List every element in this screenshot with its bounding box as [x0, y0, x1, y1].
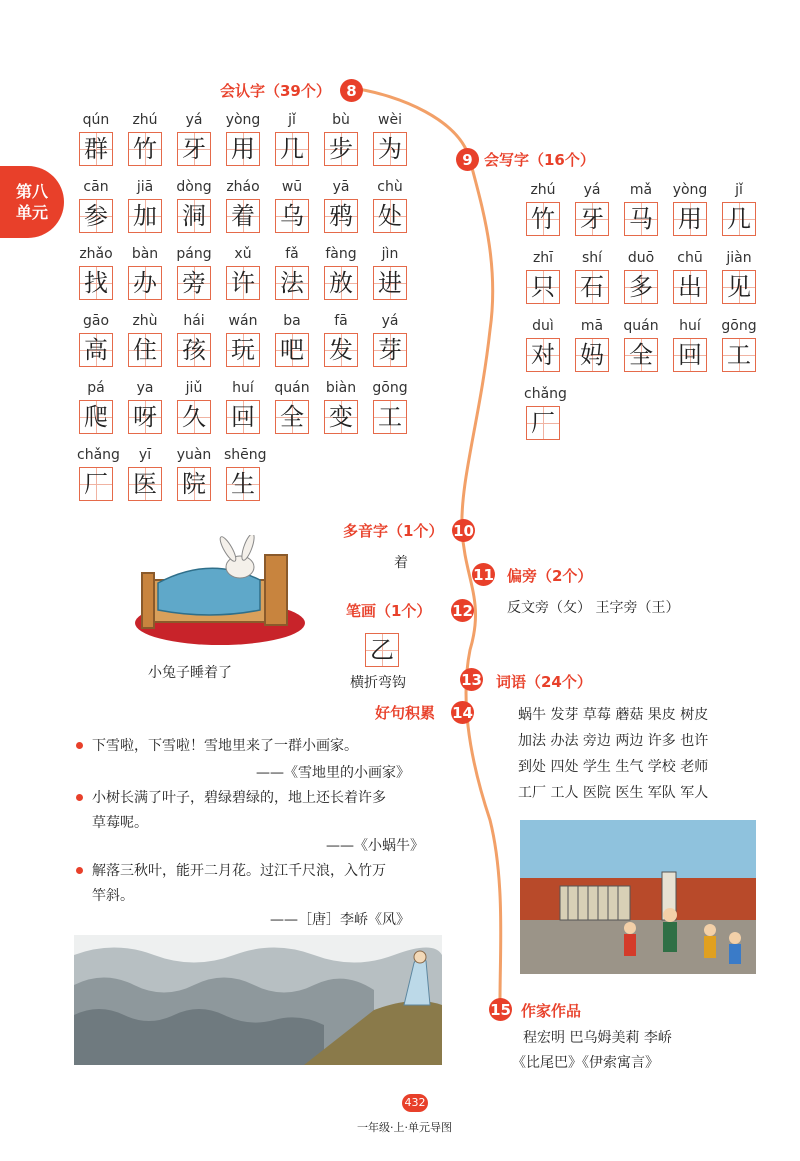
pinyin: yòng [672, 182, 708, 198]
char-box: 放 [324, 266, 358, 300]
pinyin: yá [583, 182, 601, 198]
pinyin: zhù [132, 313, 158, 329]
pinyin: duō [627, 250, 655, 266]
pinyin: shēng [224, 447, 267, 463]
pinyin: jiā [136, 179, 154, 195]
char-box: 工 [722, 338, 756, 372]
section-8-number: 8 [340, 79, 363, 102]
pinyin: cān [83, 179, 109, 195]
unit-tab-line1: 第八 [16, 182, 49, 201]
char-cell [720, 318, 769, 385]
words-row: 工厂 工人 医院 医生 军队 军人 [518, 785, 709, 801]
char-cell [371, 313, 420, 380]
char-cell [322, 246, 371, 313]
char-cell [322, 380, 371, 447]
char-cell [622, 182, 671, 249]
char-cell [77, 246, 126, 313]
pinyin: jiàn [726, 250, 752, 266]
char-box: 找 [79, 266, 113, 300]
pinyin: zhú [132, 112, 158, 128]
words-row: 到处 四处 学生 生气 学校 老师 [518, 759, 709, 775]
char-box: 多 [624, 270, 658, 304]
char-box: 妈 [575, 338, 609, 372]
words-list [518, 702, 708, 806]
recognize-chars-grid [77, 112, 420, 514]
char-cell [175, 179, 224, 246]
char-box: 马 [624, 202, 658, 236]
bullet-icon [76, 742, 83, 749]
char-box: 厂 [526, 406, 560, 440]
pinyin: xǔ [234, 246, 252, 262]
char-box: 出 [673, 270, 707, 304]
pinyin: hái [183, 313, 205, 329]
char-box: 几 [722, 202, 756, 236]
char-box: 生 [226, 467, 260, 501]
char-cell [126, 447, 175, 514]
unit-tab-line2: 单元 [16, 203, 49, 222]
pinyin: fǎ [285, 246, 299, 262]
pinyin: wèi [378, 112, 402, 128]
pinyin: quán [274, 380, 310, 396]
pinyin: yá [185, 112, 203, 128]
char-box: 几 [275, 132, 309, 166]
pinyin: wū [281, 179, 303, 195]
char-cell [224, 380, 273, 447]
char-box: 院 [177, 467, 211, 501]
char-box: 吧 [275, 333, 309, 367]
char-cell [126, 313, 175, 380]
char-box: 办 [128, 266, 162, 300]
char-cell [371, 380, 420, 447]
char-box: 处 [373, 199, 407, 233]
char-box: 高 [79, 333, 113, 367]
char-box: 洞 [177, 199, 211, 233]
char-cell [322, 112, 371, 179]
char-cell [273, 246, 322, 313]
char-cell [273, 112, 322, 179]
section-15-number: 15 [489, 998, 512, 1021]
authors-line: 程宏明 巴乌姆美莉 李峤 [523, 1030, 672, 1046]
char-cell [175, 380, 224, 447]
pinyin: mā [580, 318, 604, 334]
wind-waves-illustration [74, 935, 442, 1065]
char-box: 爬 [79, 400, 113, 434]
section-14-title: 好句积累 [375, 704, 436, 722]
char-box: 参 [79, 199, 113, 233]
char-cell [175, 112, 224, 179]
char-cell [224, 313, 273, 380]
pinyin: gōng [721, 318, 757, 334]
pinyin: chǎng [77, 447, 120, 463]
char-cell [622, 250, 671, 317]
char-cell [224, 447, 273, 514]
pinyin: jìn [381, 246, 399, 262]
char-box: 发 [324, 333, 358, 367]
char-cell [720, 182, 769, 249]
works-line: 《比尾巴》《伊索寓言》 [512, 1055, 659, 1071]
pinyin: fàng [325, 246, 357, 262]
char-cell [671, 250, 720, 317]
sentence-2-source: ——《小蜗牛》 [326, 838, 424, 854]
section-12-number: 12 [451, 599, 474, 622]
words-row: 蜗牛 发芽 草莓 蘑菇 果皮 树皮 [518, 707, 709, 723]
pinyin: chù [377, 179, 403, 195]
char-box: 回 [673, 338, 707, 372]
pinyin: quán [623, 318, 659, 334]
char-cell [371, 179, 420, 246]
sentence-3-source: ——［唐］李峤《风》 [270, 912, 410, 928]
sentence-3-line-2: 竿斜。 [92, 888, 134, 904]
page-number: 432 [402, 1094, 428, 1112]
section-10-number: 10 [452, 519, 475, 542]
sentence-2-line-1: 小树长满了叶子，碧绿碧绿的，地上还长着许多 [92, 790, 386, 806]
char-box: 回 [226, 400, 260, 434]
write-chars-grid [524, 182, 769, 454]
pinyin: páng [176, 246, 212, 262]
sentence-2-line-2: 草莓呢。 [92, 815, 148, 831]
char-box: 许 [226, 266, 260, 300]
section-9-title: 会写字（16个） [484, 151, 595, 169]
char-box: 呀 [128, 400, 162, 434]
sentence-3-line-1: 解落三秋叶，能开二月花。过江千尺浪，入竹万 [92, 863, 386, 879]
pinyin: yā [332, 179, 350, 195]
char-box: 乌 [275, 199, 309, 233]
section-10-title: 多音字（1个） [343, 522, 444, 540]
pinyin: yòng [225, 112, 261, 128]
char-cell [524, 182, 573, 249]
char-cell [126, 179, 175, 246]
char-box: 群 [79, 132, 113, 166]
char-cell [77, 447, 126, 514]
char-box: 久 [177, 400, 211, 434]
char-cell [224, 179, 273, 246]
char-box: 鸦 [324, 199, 358, 233]
pinyin: yuàn [176, 447, 212, 463]
char-box: 用 [226, 132, 260, 166]
char-box: 芽 [373, 333, 407, 367]
pinyin: chū [677, 250, 703, 266]
section-12-title: 笔画（1个） [346, 602, 432, 620]
sentence-1-source: ——《雪地里的小画家》 [256, 765, 410, 781]
char-cell [224, 112, 273, 179]
rabbit-caption: 小兔子睡着了 [148, 665, 232, 681]
pinyin: jǐ [735, 182, 743, 198]
pinyin: pá [87, 380, 105, 396]
char-cell [126, 380, 175, 447]
char-cell [175, 313, 224, 380]
char-cell [524, 386, 573, 453]
pinyin: bàn [131, 246, 159, 262]
char-cell [273, 313, 322, 380]
stroke-caption: 横折弯钩 [350, 675, 406, 691]
bullet-icon [76, 867, 83, 874]
pinyin: gōng [372, 380, 408, 396]
char-box: 牙 [575, 202, 609, 236]
section-13-number: 13 [460, 668, 483, 691]
section-8-title: 会认字（39个） [220, 82, 331, 100]
footer-text: 一年级·上·单元导图 [357, 1121, 452, 1134]
pinyin: fā [334, 313, 348, 329]
char-cell [671, 318, 720, 385]
char-box: 孩 [177, 333, 211, 367]
char-box: 石 [575, 270, 609, 304]
pinyin: jǐ [288, 112, 296, 128]
char-cell [126, 112, 175, 179]
sleeping-rabbit-illustration [130, 535, 305, 650]
pinyin: huí [232, 380, 254, 396]
pinyin: ba [283, 313, 301, 329]
char-cell [273, 380, 322, 447]
pinyin: yá [381, 313, 399, 329]
pinyin: yī [138, 447, 152, 463]
char-cell [273, 179, 322, 246]
char-cell [175, 447, 224, 514]
char-box: 用 [673, 202, 707, 236]
pinyin: ya [136, 380, 154, 396]
pinyin: jiǔ [185, 380, 203, 396]
section-11-number: 11 [472, 563, 495, 586]
pinyin: zhī [532, 250, 554, 266]
char-box: 为 [373, 132, 407, 166]
char-cell [77, 380, 126, 447]
section-9-number: 9 [456, 148, 479, 171]
char-box: 步 [324, 132, 358, 166]
words-row: 加法 办法 旁边 两边 许多 也许 [518, 733, 709, 749]
pinyin: bù [332, 112, 350, 128]
char-box: 玩 [226, 333, 260, 367]
section-11-title: 偏旁（2个） [507, 567, 593, 585]
pinyin: chǎng [524, 386, 567, 402]
section-15-title: 作家作品 [521, 1002, 582, 1020]
char-cell [573, 318, 622, 385]
pinyin: zhú [530, 182, 556, 198]
char-cell [371, 246, 420, 313]
char-box: 加 [128, 199, 162, 233]
char-box: 全 [275, 400, 309, 434]
pinyin: shí [581, 250, 603, 266]
radicals-text: 反文旁（攵） 王字旁（王） [507, 600, 680, 616]
char-cell [175, 246, 224, 313]
char-cell [322, 179, 371, 246]
char-cell [524, 318, 573, 385]
pinyin: biàn [325, 380, 357, 396]
char-box: 旁 [177, 266, 211, 300]
char-cell [126, 246, 175, 313]
char-box: 全 [624, 338, 658, 372]
char-cell [573, 250, 622, 317]
polyphone-char: 着 [394, 555, 408, 571]
pinyin: gāo [82, 313, 110, 329]
char-cell [720, 250, 769, 317]
pinyin: mǎ [629, 182, 653, 198]
char-box: 着 [226, 199, 260, 233]
char-box: 见 [722, 270, 756, 304]
char-cell [322, 313, 371, 380]
bullet-icon [76, 794, 83, 801]
char-cell [524, 250, 573, 317]
pinyin: zhǎo [79, 246, 113, 262]
section-13-title: 词语（24个） [496, 673, 592, 691]
char-box: 进 [373, 266, 407, 300]
char-box: 竹 [128, 132, 162, 166]
sentence-1-line-1: 下雪啦，下雪啦！雪地里来了一群小画家。 [92, 738, 358, 754]
char-box: 变 [324, 400, 358, 434]
char-box: 医 [128, 467, 162, 501]
pinyin: wán [228, 313, 258, 329]
school-illustration [520, 820, 756, 974]
char-cell [77, 313, 126, 380]
pinyin: qún [82, 112, 110, 128]
char-box: 法 [275, 266, 309, 300]
char-box: 竹 [526, 202, 560, 236]
char-cell [77, 112, 126, 179]
char-box: 对 [526, 338, 560, 372]
pinyin: dòng [176, 179, 212, 195]
char-box: 牙 [177, 132, 211, 166]
char-cell [671, 182, 720, 249]
section-14-number: 14 [451, 701, 474, 724]
char-cell [371, 112, 420, 179]
char-cell [77, 179, 126, 246]
pinyin: zháo [226, 179, 260, 195]
pinyin: huí [679, 318, 701, 334]
stroke-box: 乙 [365, 633, 399, 667]
char-cell [573, 182, 622, 249]
char-box: 只 [526, 270, 560, 304]
pinyin: duì [532, 318, 554, 334]
char-box: 住 [128, 333, 162, 367]
char-box: 厂 [79, 467, 113, 501]
char-box: 工 [373, 400, 407, 434]
char-cell [224, 246, 273, 313]
char-cell [622, 318, 671, 385]
